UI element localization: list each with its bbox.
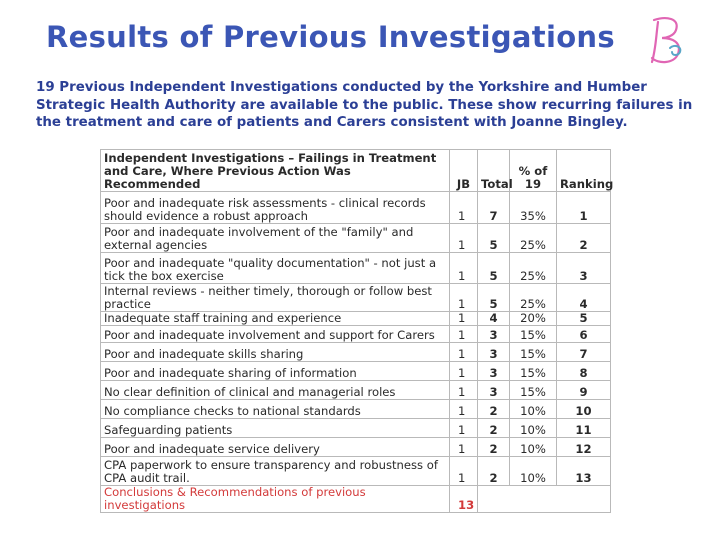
- row-percent: 15%: [510, 343, 557, 362]
- header-percent: % of 19: [510, 150, 557, 192]
- logo-icon: [636, 12, 696, 68]
- row-description: Poor and inadequate involvement of the "family" and external agencies: [101, 224, 450, 253]
- row-percent: 20%: [510, 312, 557, 326]
- row-description: Internal reviews - neither timely, thorough or follow best practice: [101, 284, 450, 312]
- row-jb: 1: [450, 343, 478, 362]
- row-jb: 1: [450, 224, 478, 253]
- row-description: Poor and inadequate involvement and support for Carers: [101, 326, 450, 343]
- row-description: Poor and inadequate "quality documentation" - not just a tick the box exercise: [101, 253, 450, 284]
- row-description: CPA paperwork to ensure transparency and robustness of CPA audit trail.: [101, 457, 450, 486]
- row-percent: 25%: [510, 253, 557, 284]
- row-ranking: 12: [557, 438, 611, 457]
- row-percent: 15%: [510, 381, 557, 400]
- table-row: [101, 326, 611, 343]
- table-row: [101, 381, 611, 400]
- row-percent: 15%: [510, 326, 557, 343]
- row-ranking: 7: [557, 343, 611, 362]
- row-total: 4: [478, 312, 510, 326]
- row-ranking: 3: [557, 253, 611, 284]
- row-total: 3: [478, 326, 510, 343]
- investigations-table: [100, 149, 614, 513]
- row-total: 2: [478, 457, 510, 486]
- row-total: 5: [478, 284, 510, 312]
- row-description: Poor and inadequate service delivery: [101, 438, 450, 457]
- row-jb: 1: [450, 381, 478, 400]
- table-row: [101, 343, 611, 362]
- row-jb: 1: [450, 253, 478, 284]
- row-description: Poor and inadequate sharing of information: [101, 362, 450, 381]
- intro-text: 19 Previous Independent Investigations conducted by the Yorkshire and Humber Strategic Health Authority are available to the public. These show recurring failures in the treatment and care of patients and Carers consistent with Joanne Bingley.: [36, 80, 693, 130]
- row-jb: 1: [450, 419, 478, 438]
- table-row: [101, 224, 611, 253]
- conclusion-row: [101, 486, 611, 513]
- table-row: [101, 400, 611, 419]
- row-total: 7: [478, 192, 510, 224]
- page-title: Results of Previous Investigations: [46, 20, 615, 54]
- header-total: Total: [478, 150, 510, 192]
- row-ranking: 8: [557, 362, 611, 381]
- row-total: 2: [478, 400, 510, 419]
- table-row: [101, 312, 611, 326]
- row-ranking: 1: [557, 192, 611, 224]
- investigations-table-container: [100, 149, 614, 513]
- row-ranking: 10: [557, 400, 611, 419]
- row-jb: 1: [450, 192, 478, 224]
- row-percent: 25%: [510, 284, 557, 312]
- table-row: [101, 457, 611, 486]
- table-row: [101, 284, 611, 312]
- row-total: 3: [478, 343, 510, 362]
- row-ranking: 9: [557, 381, 611, 400]
- row-percent: 10%: [510, 400, 557, 419]
- table-row: [101, 192, 611, 224]
- row-percent: 25%: [510, 224, 557, 253]
- header-ranking: Ranking: [557, 150, 611, 192]
- conclusion-description: Conclusions & Recommendations of previous investigations: [101, 486, 450, 513]
- table-row: [101, 362, 611, 381]
- header-jb: JB: [450, 150, 478, 192]
- row-total: 2: [478, 438, 510, 457]
- row-percent: 15%: [510, 362, 557, 381]
- row-description: Safeguarding patients: [101, 419, 450, 438]
- row-total: 2: [478, 419, 510, 438]
- row-ranking: 2: [557, 224, 611, 253]
- row-total: 3: [478, 362, 510, 381]
- row-jb: 1: [450, 326, 478, 343]
- row-total: 5: [478, 224, 510, 253]
- row-jb: 1: [450, 438, 478, 457]
- row-description: Poor and inadequate skills sharing: [101, 343, 450, 362]
- row-jb: 1: [450, 362, 478, 381]
- table-header-row: [101, 150, 611, 192]
- row-ranking: 4: [557, 284, 611, 312]
- row-total: 3: [478, 381, 510, 400]
- row-description: Inadequate staff training and experience: [101, 312, 450, 326]
- row-description: Poor and inadequate risk assessments - clinical records should evidence a robust approach: [101, 192, 450, 224]
- row-ranking: 13: [557, 457, 611, 486]
- conclusion-empty: [478, 486, 611, 513]
- row-total: 5: [478, 253, 510, 284]
- row-jb: 1: [450, 284, 478, 312]
- row-percent: 10%: [510, 457, 557, 486]
- row-description: No compliance checks to national standards: [101, 400, 450, 419]
- table-row: [101, 419, 611, 438]
- row-jb: 1: [450, 457, 478, 486]
- table-row: [101, 253, 611, 284]
- row-description: No clear definition of clinical and managerial roles: [101, 381, 450, 400]
- header-description: Independent Investigations – Failings in Treatment and Care, Where Previous Action Was Recommended: [101, 150, 450, 192]
- row-percent: 35%: [510, 192, 557, 224]
- row-percent: 10%: [510, 438, 557, 457]
- conclusion-jb: 13: [450, 486, 478, 513]
- table-row: [101, 438, 611, 457]
- row-jb: 1: [450, 312, 478, 326]
- row-ranking: 6: [557, 326, 611, 343]
- row-ranking: 11: [557, 419, 611, 438]
- row-jb: 1: [450, 400, 478, 419]
- row-percent: 10%: [510, 419, 557, 438]
- row-ranking: 5: [557, 312, 611, 326]
